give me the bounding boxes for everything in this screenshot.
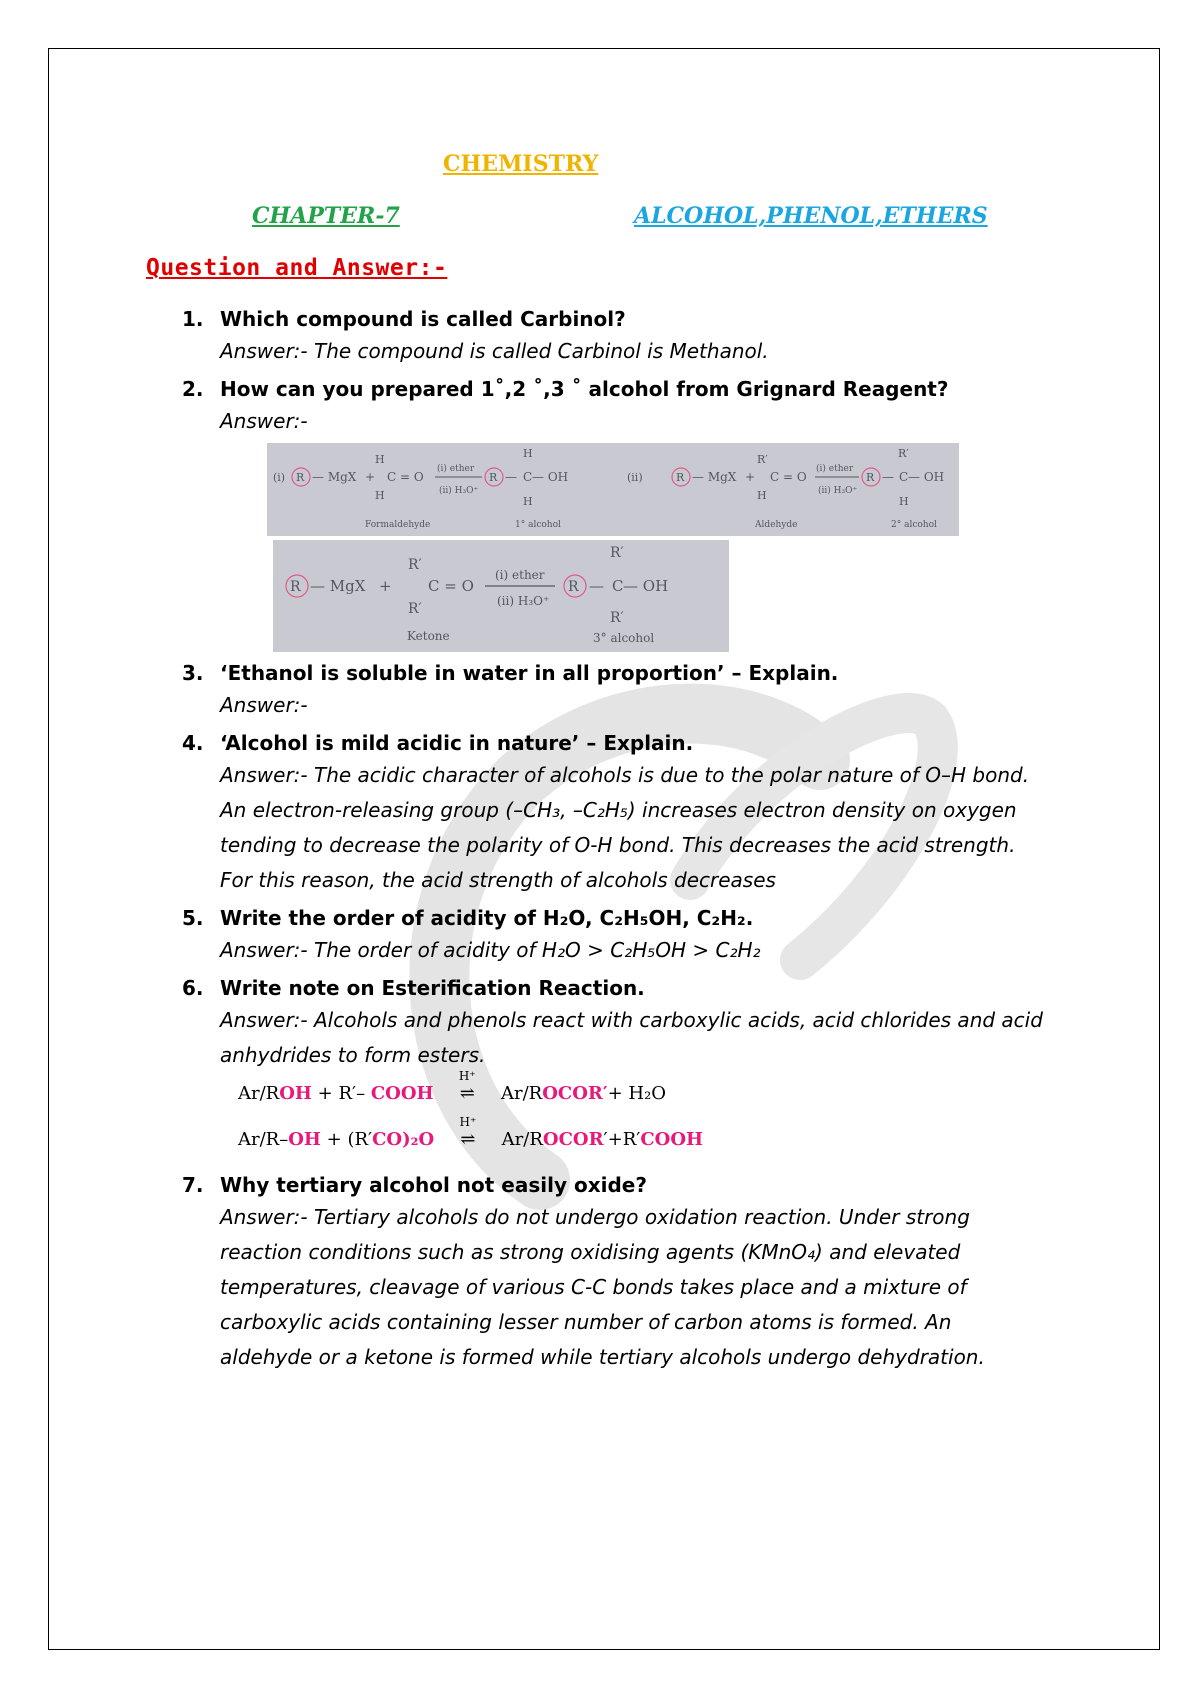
svg-text:Formaldehyde: Formaldehyde bbox=[365, 520, 431, 530]
svg-text:(i) ether: (i) ether bbox=[495, 568, 545, 582]
svg-text:+: + bbox=[379, 577, 392, 595]
svg-text:C = O: C = O bbox=[387, 470, 424, 484]
svg-text:Ketone: Ketone bbox=[407, 629, 450, 643]
svg-text:R: R bbox=[676, 471, 685, 484]
svg-text:R: R bbox=[290, 579, 301, 595]
grignard-reaction-image-1 bbox=[267, 443, 959, 536]
qa-heading: Question and Answer:- bbox=[146, 255, 448, 281]
svg-text:H: H bbox=[757, 489, 767, 502]
question-7: 7. Why tertiary alcohol not easily oxide? bbox=[182, 1173, 647, 1197]
svg-text:H: H bbox=[375, 489, 385, 502]
svg-text:C: C bbox=[612, 577, 624, 595]
svg-text:H: H bbox=[899, 495, 909, 508]
svg-text:R: R bbox=[489, 471, 498, 484]
esterification-equation-1: Ar/ROH + R′– COOH H⁺ ⇌ Ar/ROCOR′+ H₂O bbox=[238, 1069, 667, 1104]
svg-text:R: R bbox=[866, 471, 875, 484]
question-1: 1. Which compound is called Carbinol? bbox=[182, 307, 626, 331]
svg-text:R′: R′ bbox=[610, 610, 624, 626]
svg-text:+: + bbox=[745, 470, 756, 484]
svg-text:C = O: C = O bbox=[428, 577, 474, 595]
svg-text:Aldehyde: Aldehyde bbox=[755, 520, 798, 530]
svg-text:2° alcohol: 2° alcohol bbox=[891, 520, 937, 530]
svg-text:1° alcohol: 1° alcohol bbox=[515, 520, 561, 530]
svg-text:H: H bbox=[523, 447, 533, 460]
answer-7: Answer:- Tertiary alcohols do not undergo oxidation reaction. Under strong reaction conditions such as strong oxidising agents (KMnO₄) and elevated temperatures, cleavage of various C-C bonds takes place and a mixture of carboxylic acids containing lesser number of carbon atoms is formed. An aldehyde or a ketone is formed while tertiary alcohols undergo dehydration. bbox=[220, 1205, 985, 1369]
svg-text:R′: R′ bbox=[408, 601, 422, 617]
svg-text:C: C bbox=[899, 470, 909, 484]
svg-text:(ii) H₃O⁺: (ii) H₃O⁺ bbox=[818, 486, 858, 496]
svg-text:C = O: C = O bbox=[770, 470, 807, 484]
svg-text:— OH: — OH bbox=[623, 577, 669, 595]
svg-text:(ii) H₃O⁺: (ii) H₃O⁺ bbox=[439, 486, 479, 496]
svg-text:— MgX: — MgX bbox=[692, 470, 737, 484]
svg-text:— OH: — OH bbox=[908, 470, 945, 484]
svg-text:3° alcohol: 3° alcohol bbox=[593, 631, 655, 645]
answer-5: Answer:- The order of acidity of H₂O > C₂H₅OH > C₂H₂ bbox=[220, 938, 761, 962]
svg-text:(i) ether: (i) ether bbox=[816, 464, 854, 474]
svg-text:H: H bbox=[523, 495, 533, 508]
question-5: 5. Write the order of acidity of H₂O, C₂H₅OH, C₂H₂. bbox=[182, 906, 754, 930]
answer-2: Answer:- bbox=[220, 409, 308, 433]
svg-text:— MgX: — MgX bbox=[310, 577, 366, 595]
svg-text:R′: R′ bbox=[898, 447, 909, 460]
svg-text:R′: R′ bbox=[610, 545, 624, 561]
svg-text:(i): (i) bbox=[273, 471, 286, 484]
esterification-equation-2: Ar/R–OH + (R′CO)₂O H⁺ ⇌ Ar/ROCOR′+R′COOH bbox=[238, 1115, 704, 1150]
subject-title: CHEMISTRY bbox=[443, 151, 599, 177]
svg-text:—: — bbox=[505, 470, 517, 484]
answer-1: Answer:- The compound is called Carbinol is Methanol. bbox=[220, 339, 769, 363]
svg-text:R: R bbox=[568, 579, 579, 595]
svg-text:R′: R′ bbox=[757, 453, 768, 466]
svg-text:— MgX: — MgX bbox=[312, 470, 357, 484]
question-3: 3. ‘Ethanol is soluble in water in all proportion’ – Explain. bbox=[182, 661, 839, 685]
topic-title: ALCOHOL,PHENOL,ETHERS bbox=[634, 203, 988, 229]
svg-text:(ii): (ii) bbox=[627, 471, 643, 484]
svg-text:R: R bbox=[296, 471, 305, 484]
svg-text:R′: R′ bbox=[408, 557, 422, 573]
svg-text:—: — bbox=[882, 470, 894, 484]
svg-text:H: H bbox=[375, 453, 385, 466]
svg-text:(ii) H₃O⁺: (ii) H₃O⁺ bbox=[497, 594, 550, 608]
svg-text:—: — bbox=[589, 577, 604, 595]
answer-3: Answer:- bbox=[220, 693, 308, 717]
answer-4: Answer:- The acidic character of alcohols is due to the polar nature of O–H bond. An electron-releasing group (–CH₃, –C₂H₅) increases electron density on oxygen tending to decrease the polarity of O-H bond. This decreases the acid strength. For this reason, the acid strength of alcohols decreases bbox=[220, 763, 1030, 892]
svg-text:— OH: — OH bbox=[532, 470, 569, 484]
svg-text:C: C bbox=[523, 470, 533, 484]
svg-text:+: + bbox=[365, 470, 376, 484]
question-2: 2. How can you prepared 1˚,2 ˚,3 ˚ alcohol from Grignard Reagent? bbox=[182, 377, 949, 401]
svg-text:(i) ether: (i) ether bbox=[437, 464, 475, 474]
grignard-reaction-image-2 bbox=[273, 540, 729, 652]
question-4: 4. ‘Alcohol is mild acidic in nature’ – Explain. bbox=[182, 731, 694, 755]
question-6: 6. Write note on Esterification Reaction. bbox=[182, 976, 645, 1000]
answer-6: Answer:- Alcohols and phenols react with carboxylic acids, acid chlorides and acid anhydrides to form esters. bbox=[220, 1008, 1043, 1067]
chapter-title: CHAPTER-7 bbox=[252, 203, 400, 229]
